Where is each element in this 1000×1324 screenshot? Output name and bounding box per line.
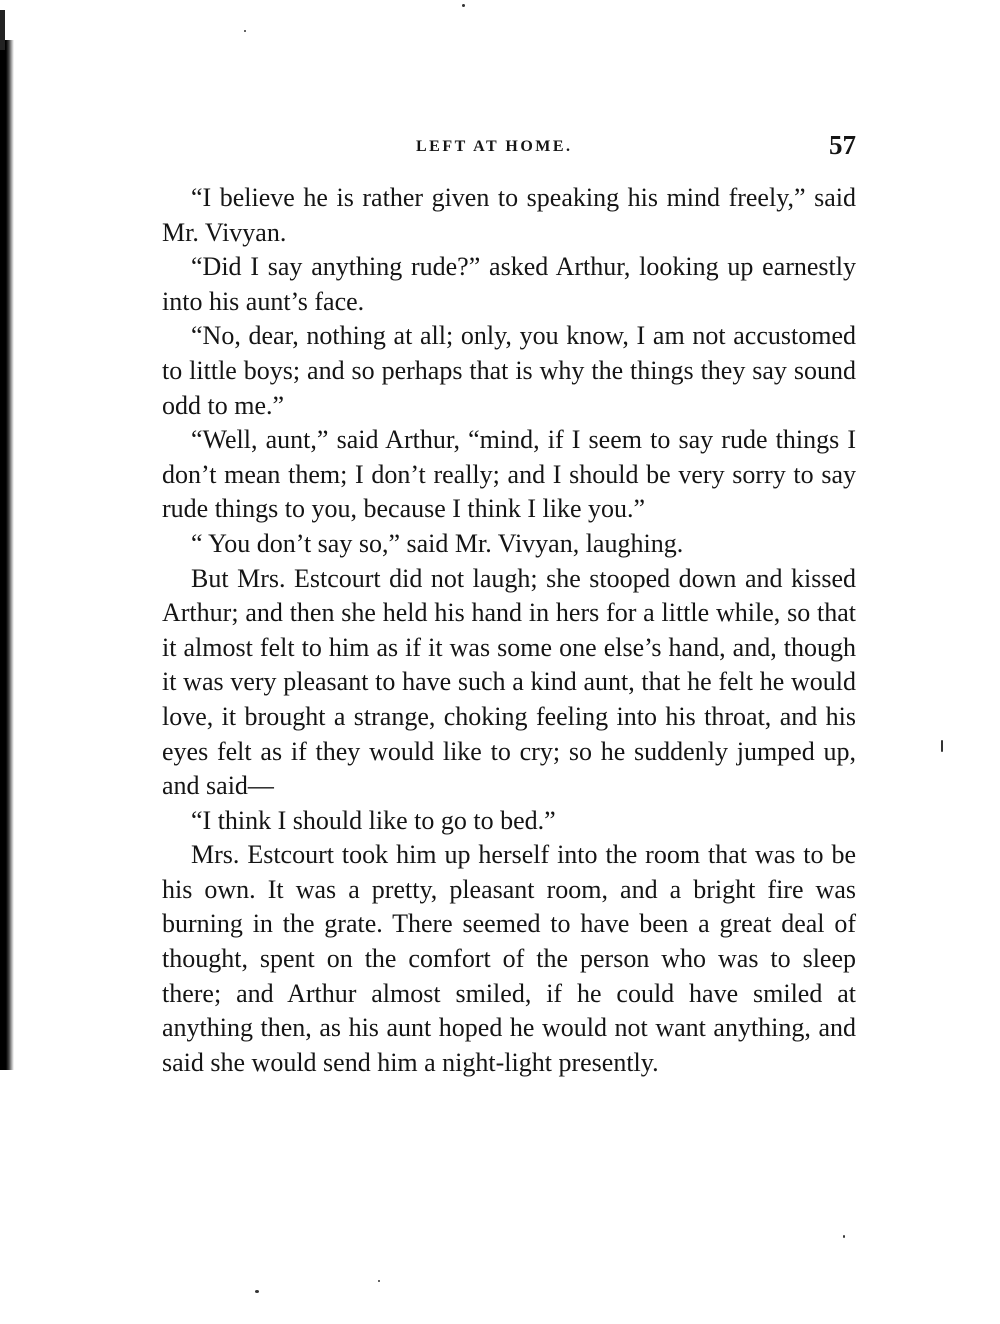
- body-text: [162, 181, 856, 1080]
- scan-speck: [244, 30, 246, 32]
- scan-speck: [941, 740, 943, 752]
- paragraph: “No, dear, nothing at all; only, you know, I am not accustomed to little boys; and so perhaps that is why the things they say sound odd to me.”: [162, 321, 856, 420]
- scan-speck: [462, 4, 465, 7]
- page-number: 57: [829, 130, 856, 160]
- scan-speck: [843, 1235, 845, 1238]
- paragraph: “ You don’t say so,” said Mr. Vivyan, laughing.: [191, 528, 684, 558]
- running-title: LEFT AT HOME.: [416, 138, 573, 155]
- paragraph: “I think I should like to go to bed.”: [191, 805, 556, 835]
- scan-binding-edge: [0, 40, 14, 1070]
- paragraph: “Did I say anything rude?” asked Arthur, looking up earnestly into his aunt’s face.: [162, 252, 856, 316]
- paragraph: Mrs. Estcourt took him up herself into the room that was to be his own. It was a pretty, pleasant room, and a bright fire was burning in the grate. There seemed to have been a great deal of thought, spent on the comfort of the person who was to sleep there; and Arthur almost smiled, if he could have smiled at anything then, as his aunt hoped he would not want anything, and said she would send him a night-light presently.: [162, 840, 856, 1077]
- paragraph: “Well, aunt,” said Arthur, “mind, if I seem to say rude things I don’t mean them; I don’t really; and I should be very sorry to say rude things to you, because I think I like you.”: [162, 425, 856, 524]
- paragraph: “I believe he is rather given to speaking his mind freely,” said Mr. Vivyan.: [162, 183, 856, 247]
- scan-speck: [255, 1290, 259, 1293]
- paragraph: But Mrs. Estcourt did not laugh; she stooped down and kissed Arthur; and then she held his hand in hers for a little while, so that it almost felt to him as if it was some one else’s hand, and, though it was very pleasant to have such a kind aunt, that he felt he would love, it brought a strange, choking feeling into his throat, and his eyes felt as if they would like to cry; so he suddenly jumped up, and said—: [162, 563, 856, 801]
- page-header: [160, 130, 860, 166]
- scan-speck: [378, 1280, 380, 1282]
